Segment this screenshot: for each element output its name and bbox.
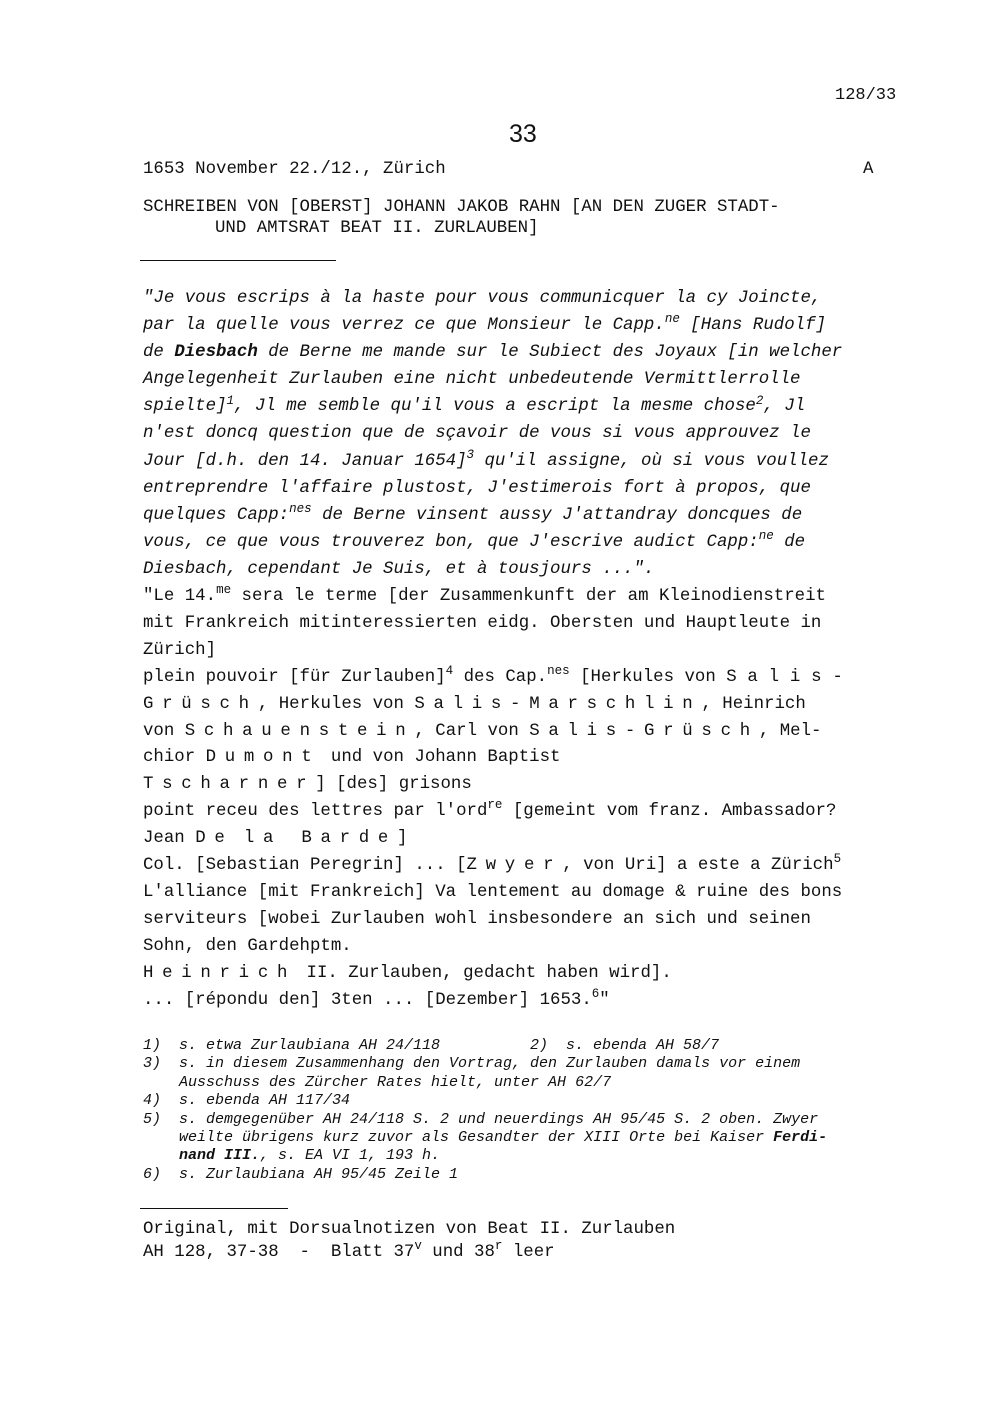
footnote-3-cont: Ausschuss des Zürcher Rates hielt, unter AH 62/7 bbox=[179, 1073, 612, 1091]
text: par la quelle vous verrez ce que Monsieur le Capp. bbox=[143, 316, 665, 336]
body-line bbox=[143, 772, 854, 799]
name-emphasis: Diesbach bbox=[174, 343, 258, 363]
source-line-2 bbox=[143, 1241, 675, 1264]
text: , Heinrich bbox=[701, 694, 806, 714]
superscript: re bbox=[487, 798, 503, 813]
quote-line: n'est doncq question que de sçavoir de vous si vous approuvez le bbox=[143, 424, 811, 444]
footnote-number: 4) bbox=[143, 1092, 162, 1110]
text: qu'il assigne, où si vous voullez bbox=[474, 451, 829, 471]
source-line-1: Original, mit Dorsualnotizen von Beat II. Zurlauben bbox=[143, 1220, 676, 1239]
footnote-6 bbox=[143, 1166, 827, 1184]
footnote-number: 6) bbox=[143, 1165, 162, 1183]
spaced-name: Grüsch bbox=[143, 694, 258, 714]
text: sera le terme [der Zusammenkunft der am Kleinodienstreit bbox=[231, 587, 826, 606]
footnote-number: 3) bbox=[143, 1055, 162, 1073]
text: chior bbox=[143, 748, 206, 768]
date-place: 1653 November 22./12., Zürich bbox=[143, 160, 446, 179]
text: von bbox=[143, 721, 185, 741]
body-line bbox=[143, 692, 854, 719]
quote-line: Diesbach, cependant Je Suis, et à tousjours ...". bbox=[143, 559, 655, 579]
text: , Carl von bbox=[414, 721, 530, 741]
text: " bbox=[599, 990, 610, 1010]
body-line bbox=[143, 799, 854, 826]
title-line-1: SCHREIBEN VON [OBERST] JOHANN JAKOB RAHN [AN DEN ZUGER STADT- bbox=[143, 198, 780, 217]
text: Jean bbox=[143, 829, 196, 849]
footnote-text: s. ebenda AH 58/7 bbox=[566, 1037, 720, 1054]
document-number: 33 bbox=[509, 120, 537, 148]
text: leer bbox=[502, 1243, 555, 1262]
title-divider bbox=[140, 260, 336, 261]
text: AH 128, 37-38 - Blatt 37 bbox=[143, 1243, 415, 1262]
body-line bbox=[143, 826, 854, 853]
text: , Jl bbox=[763, 397, 806, 417]
footnote-text: s. etwa Zurlaubiana AH 24/118 bbox=[179, 1037, 441, 1054]
footnote-text: s. ebenda AH 117/34 bbox=[179, 1092, 351, 1110]
body-line bbox=[143, 584, 854, 611]
text: [Hans Rudolf] bbox=[679, 316, 826, 336]
quote-line bbox=[143, 502, 842, 529]
body-line bbox=[143, 988, 854, 1015]
footnote-4 bbox=[143, 1092, 827, 1110]
text: plein pouvoir [für Zurlauben] bbox=[143, 667, 446, 687]
footnote-ref: 5 bbox=[833, 852, 842, 867]
body-line bbox=[143, 853, 854, 880]
spaced-name: la Barde bbox=[243, 829, 397, 849]
spaced-name: Heinrich bbox=[143, 963, 297, 983]
text: , Mel- bbox=[758, 721, 822, 741]
body-line bbox=[143, 745, 854, 772]
text: II. Zurlauben, gedacht haben wird]. bbox=[296, 963, 672, 983]
quote-block bbox=[143, 285, 842, 583]
text: , s. EA VI 1, 193 h. bbox=[260, 1147, 441, 1165]
superscript: nes bbox=[547, 663, 570, 678]
footnote-1-2 bbox=[143, 1037, 827, 1055]
spaced-name: Tscharner bbox=[143, 775, 316, 795]
footnote-5-cont bbox=[143, 1147, 827, 1165]
body-line: L'alliance [mit Frankreich] Va lentement au domage & ruine des bons bbox=[143, 882, 843, 902]
footnote-ref: 4 bbox=[445, 663, 454, 678]
source-note bbox=[143, 1218, 675, 1264]
text: point receu des lettres par l'ord bbox=[143, 802, 488, 822]
footnote-ref: 2 bbox=[755, 393, 764, 408]
body-line: mit Frankreich mitinteressierten eidg. Obersten und Hauptleute in bbox=[143, 613, 822, 633]
superscript: v bbox=[414, 1239, 422, 1254]
spaced-name: Zwyer bbox=[466, 856, 563, 876]
text: , Herkules von bbox=[257, 694, 415, 714]
text: de bbox=[773, 532, 806, 552]
superscript: me bbox=[216, 583, 232, 598]
text: de Berne vinsent aussy J'attandray doncques de bbox=[311, 505, 803, 525]
quote-line bbox=[143, 339, 842, 366]
text: quelques Capp: bbox=[143, 505, 290, 525]
quote-line bbox=[143, 393, 842, 420]
footnote-5-cont bbox=[143, 1129, 827, 1147]
name-emphasis: nand III. bbox=[179, 1147, 261, 1165]
body-line: serviteurs [wobei Zurlauben wohl insbesondere an sich und seinen bbox=[143, 909, 811, 929]
text bbox=[233, 829, 243, 848]
footnote-ref: 6 bbox=[591, 986, 600, 1001]
footnote-text: s. demgegenüber AH 24/118 S. 2 und neuerdings AH 95/45 S. 2 oben. Zwyer bbox=[179, 1110, 819, 1128]
quote-line: Angelegenheit Zurlauben eine nicht unbedeutende Vermittlerrolle bbox=[143, 370, 801, 390]
text: , von Uri] a este a Zürich bbox=[562, 856, 834, 876]
footnote-text: s. in diesem Zusammenhang den Vortrag, den Zurlauben damals vor einem bbox=[179, 1055, 801, 1073]
body-line bbox=[143, 665, 854, 692]
source-divider bbox=[140, 1208, 288, 1209]
footnote-number: 1) bbox=[143, 1037, 162, 1054]
superscript: nes bbox=[289, 501, 312, 516]
superscript: ne bbox=[664, 312, 680, 327]
quote-line: "Je vous escrips à la haste pour vous communicquer la cy Joincte, bbox=[143, 289, 822, 308]
page-reference: 128/33 bbox=[835, 86, 897, 105]
text: ] bbox=[397, 829, 408, 849]
quote-line bbox=[143, 312, 842, 339]
superscript: ne bbox=[758, 528, 774, 543]
spaced-name: Salis-Grüsch bbox=[529, 721, 759, 741]
text: de Berne me mande sur le Subiect des Joyaux [in welcher bbox=[257, 343, 843, 363]
text: "Le 14. bbox=[143, 587, 217, 606]
footnote-number: 5) bbox=[143, 1110, 162, 1128]
spaced-name: Salis-Marschlin bbox=[414, 694, 702, 714]
footnote-3 bbox=[143, 1055, 827, 1073]
spaced-name: Salis- bbox=[726, 667, 854, 687]
quote-line bbox=[143, 529, 842, 556]
spaced-name: De bbox=[195, 829, 234, 849]
spaced-name: Schauenstein bbox=[184, 721, 415, 741]
footnote-ref: 1 bbox=[226, 393, 235, 408]
text: Jour [d.h. den 14. Januar 1654] bbox=[143, 451, 467, 471]
quote-line: entreprendre l'affaire plustost, J'estimerois fort à propos, que bbox=[143, 478, 811, 498]
excerpt-block bbox=[143, 584, 854, 1015]
body-line: Zürich] bbox=[143, 640, 217, 660]
body-line bbox=[143, 719, 854, 746]
name-emphasis: Ferdi- bbox=[773, 1129, 828, 1147]
text: Col. [Sebastian Peregrin] ... [ bbox=[143, 856, 467, 876]
text: ] [des] grisons bbox=[315, 775, 472, 795]
text: [gemeint vom franz. Ambassador? bbox=[502, 802, 837, 822]
text: vous, ce que vous trouverez bon, que J'escrive audict Capp: bbox=[143, 532, 759, 552]
footnote-5 bbox=[143, 1111, 827, 1129]
record-marker: A bbox=[863, 160, 874, 179]
footnote-ref: 3 bbox=[466, 447, 475, 462]
footnote-number: 2) bbox=[530, 1037, 549, 1054]
title-line-2: UND AMTSRAT BEAT II. ZURLAUBEN] bbox=[215, 219, 539, 238]
text: [Herkules von bbox=[569, 667, 727, 687]
body-line bbox=[143, 961, 854, 988]
text: de bbox=[143, 343, 175, 363]
text: und 38 bbox=[421, 1243, 495, 1262]
spaced-name: Dumont bbox=[205, 748, 321, 768]
quote-line bbox=[143, 448, 842, 475]
text: spielte] bbox=[143, 397, 227, 417]
text: des Cap. bbox=[453, 667, 548, 687]
text: , Jl me semble qu'il vous a escript la mesme chose bbox=[234, 397, 756, 417]
superscript: r bbox=[494, 1239, 503, 1254]
footnotes bbox=[143, 1037, 827, 1184]
text: ... [répondu den] 3ten ... [Dezember] 1653. bbox=[143, 990, 592, 1010]
text: weilte übrigens kurz zuvor als Gesandter der XIII Orte bei Kaiser bbox=[179, 1129, 774, 1147]
body-line: Sohn, den Gardehptm. bbox=[143, 936, 352, 956]
text: und von Johann Baptist bbox=[320, 748, 561, 768]
footnote-text: s. Zurlaubiana AH 95/45 Zeile 1 bbox=[179, 1165, 459, 1183]
document-title bbox=[143, 197, 780, 239]
